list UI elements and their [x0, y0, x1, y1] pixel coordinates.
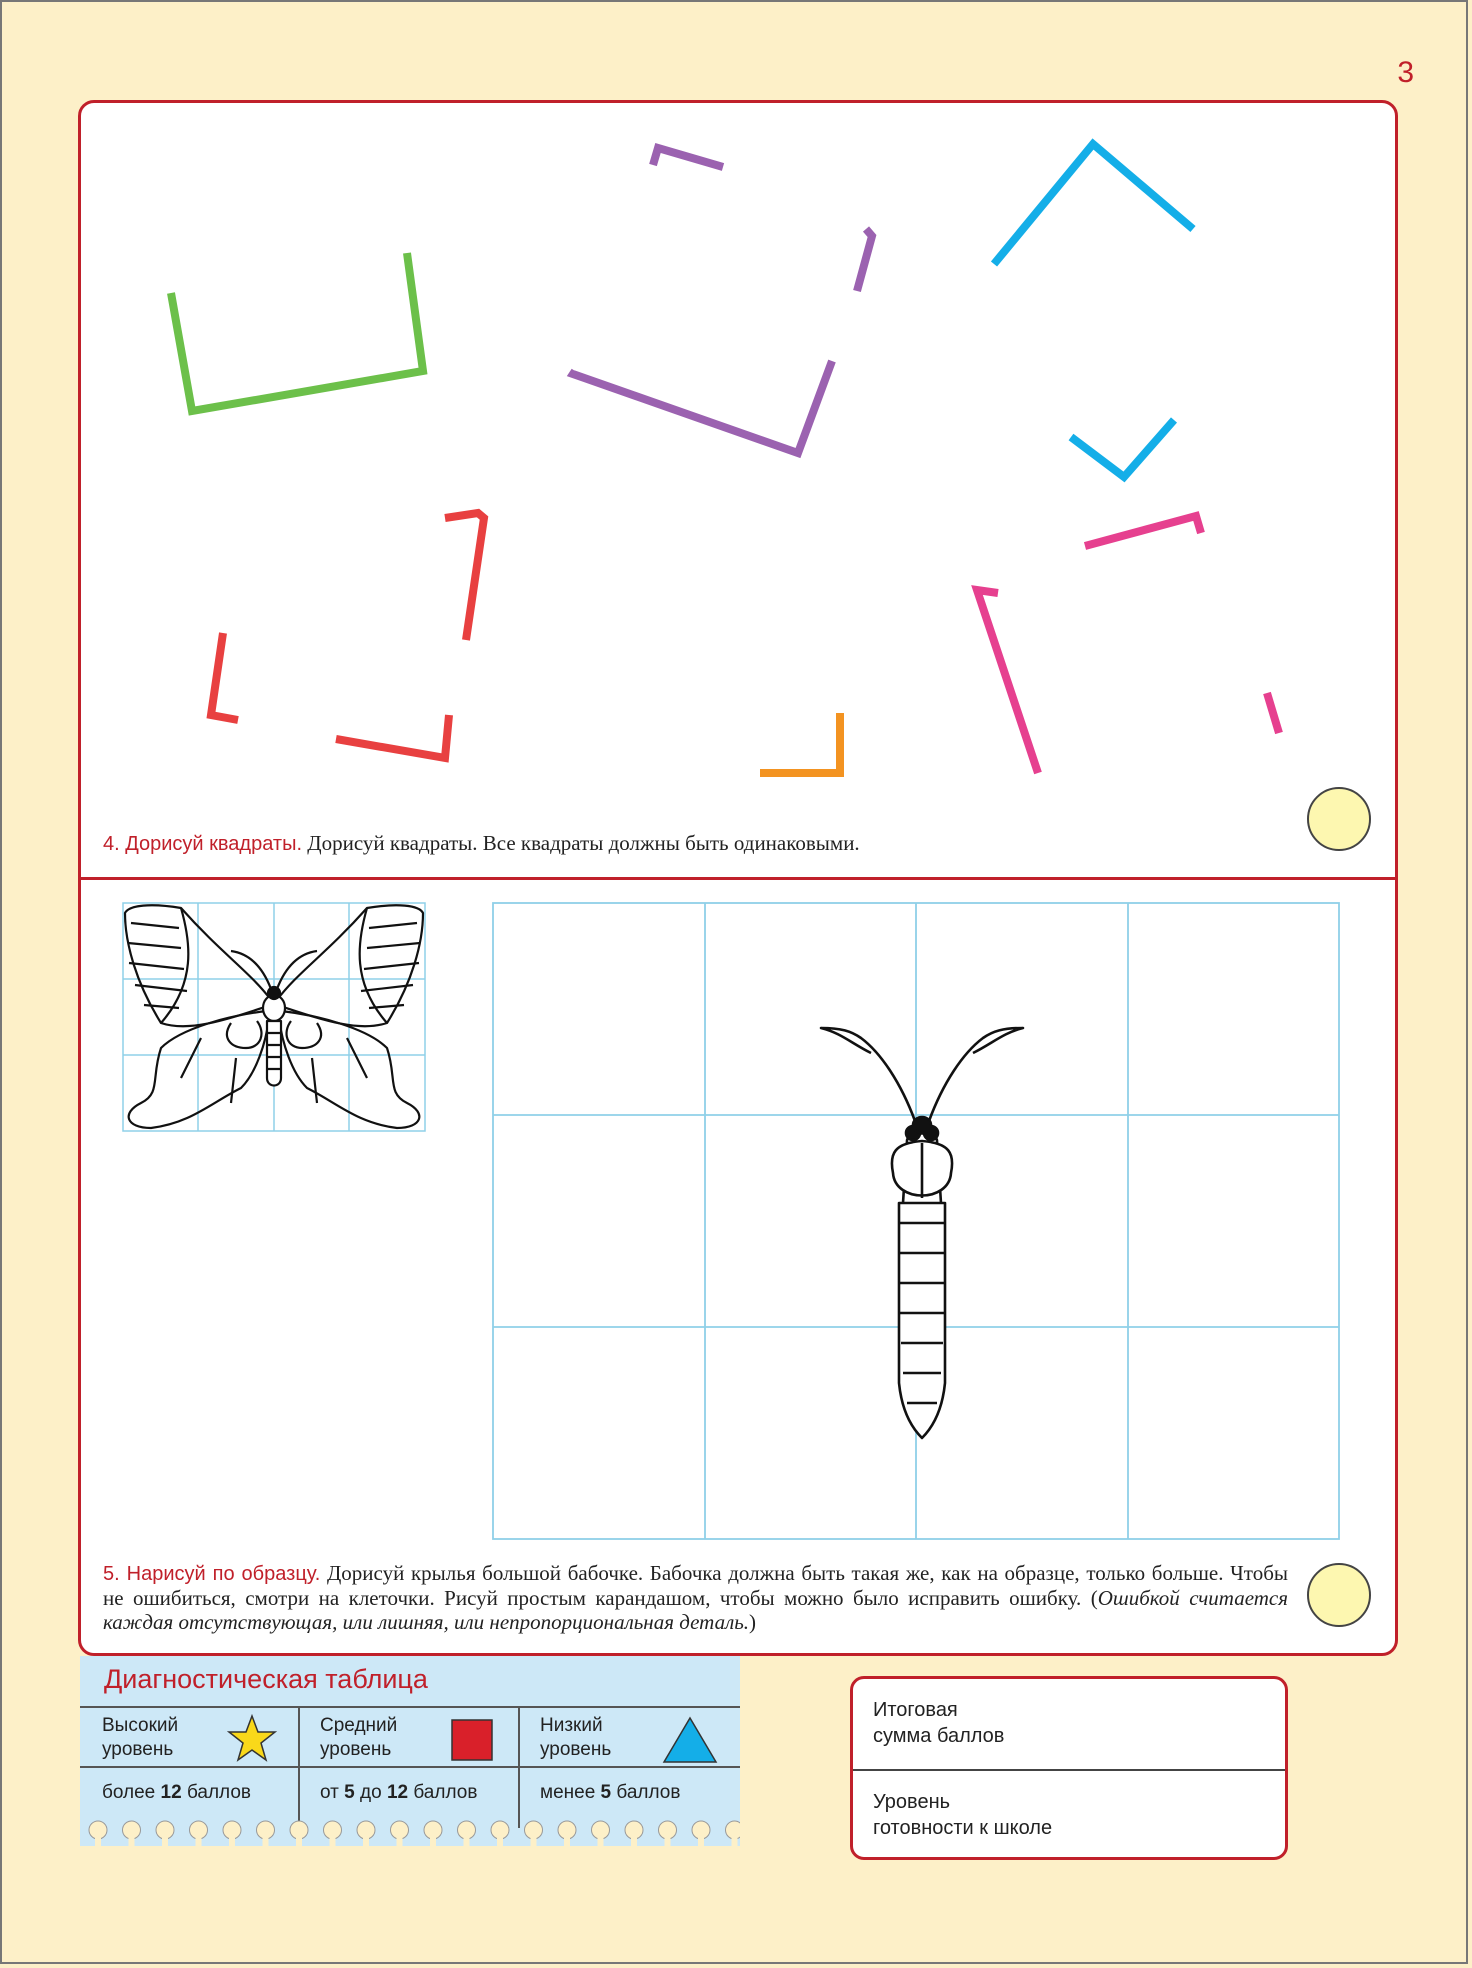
range-text: баллов: [408, 1782, 478, 1803]
task-panel: [78, 100, 1398, 1656]
notebook-hole-slot: [430, 1830, 436, 1846]
level-label-line: уровень: [320, 1739, 392, 1760]
range-text: баллов: [181, 1782, 252, 1803]
notebook-hole-slot: [363, 1830, 369, 1846]
level-low-label: [540, 1714, 611, 1762]
notebook-hole-slot: [732, 1830, 738, 1846]
range-number: 12: [386, 1782, 409, 1803]
notebook-hole-slot: [229, 1830, 235, 1846]
notebook-hole-slot: [196, 1830, 202, 1846]
level-label-line: Высокий: [102, 1715, 179, 1736]
level-label-line: уровень: [540, 1739, 612, 1760]
readiness-level-label: [873, 1789, 1233, 1841]
range-text: от: [320, 1782, 345, 1803]
diagnostic-table-title: Диагностическая таблица: [104, 1664, 428, 1694]
table-divider: [518, 1706, 520, 1830]
level-high-label: [102, 1714, 178, 1762]
square-icon: [450, 1718, 494, 1762]
task4-title: 4. Дорисуй квадраты.: [103, 833, 302, 855]
notebook-hole-slot: [598, 1830, 604, 1846]
task5-body: Дорисуй крылья большой бабочке. Бабочка должна быть такая же, как на образце, только больше. Чтобы не ошибиться, смотри на клеточки. Рисуй простым карандашом, чтобы можно было исправить ошибку. (: [103, 1561, 1288, 1610]
range-number: 5: [600, 1782, 612, 1803]
task5-body-end: ): [749, 1610, 757, 1634]
notebook-hole-slot: [397, 1830, 403, 1846]
butterfly-drawings: [81, 103, 1398, 1656]
notebook-hole-slot: [330, 1830, 336, 1846]
notebook-hole-slot: [564, 1830, 570, 1846]
notebook-hole-slot: [263, 1830, 269, 1846]
notebook-hole-slot: [698, 1830, 704, 1846]
star-icon: [227, 1714, 277, 1764]
task5-title: 5. Нарисуй по образцу.: [103, 1563, 321, 1585]
range-text: до: [354, 1782, 387, 1803]
level-medium-range: [320, 1782, 477, 1804]
notebook-hole-slot: [531, 1830, 537, 1846]
table-divider: [298, 1706, 300, 1830]
total-score-label: [873, 1697, 1233, 1749]
notebook-hole-slot: [162, 1830, 168, 1846]
result-divider: [853, 1769, 1285, 1771]
page-number: 3: [1397, 56, 1414, 89]
level-high-range: [102, 1782, 251, 1804]
level-label-line: Средний: [320, 1715, 398, 1736]
range-number: 12: [160, 1782, 182, 1803]
notebook-hole-slot: [129, 1830, 135, 1846]
table-divider: [80, 1706, 740, 1708]
level-label-line: Низкий: [540, 1715, 603, 1736]
result-label-line: сумма баллов: [873, 1725, 1005, 1747]
diagnostic-table: [80, 1656, 740, 1830]
task4-body: Дорисуй квадраты. Все квадраты должны быть одинаковыми.: [307, 831, 860, 855]
result-label-line: Уровень: [873, 1791, 951, 1813]
task5-note: Ошибкой считается каждая отсутствующая, или лишняя, или непропорциональная деталь.: [103, 1586, 1288, 1634]
range-text: более: [102, 1782, 161, 1803]
level-medium-label: [320, 1714, 397, 1762]
result-label-line: Итоговая: [873, 1699, 958, 1721]
range-text: менее: [540, 1782, 601, 1803]
task5-score-circle[interactable]: [1307, 1563, 1371, 1627]
notebook-hole-slot: [296, 1830, 302, 1846]
task5-instructions: [103, 1561, 1288, 1634]
notebook-hole-slot: [631, 1830, 637, 1846]
level-low-range: [540, 1782, 680, 1804]
notebook-holes: [80, 1818, 740, 1846]
notebook-hole-slot: [497, 1830, 503, 1846]
notebook-hole-slot: [464, 1830, 470, 1846]
triangle-icon: [662, 1716, 718, 1764]
range-number: 5: [344, 1782, 355, 1803]
notebook-hole-slot: [95, 1830, 101, 1846]
level-label-line: уровень: [102, 1739, 174, 1760]
notebook-hole-slot: [665, 1830, 671, 1846]
table-divider: [80, 1766, 740, 1768]
result-label-line: готовности к школе: [873, 1817, 1053, 1839]
large-butterfly-body-icon: [821, 1028, 1023, 1438]
range-text: баллов: [611, 1782, 681, 1803]
result-box: [850, 1676, 1288, 1860]
